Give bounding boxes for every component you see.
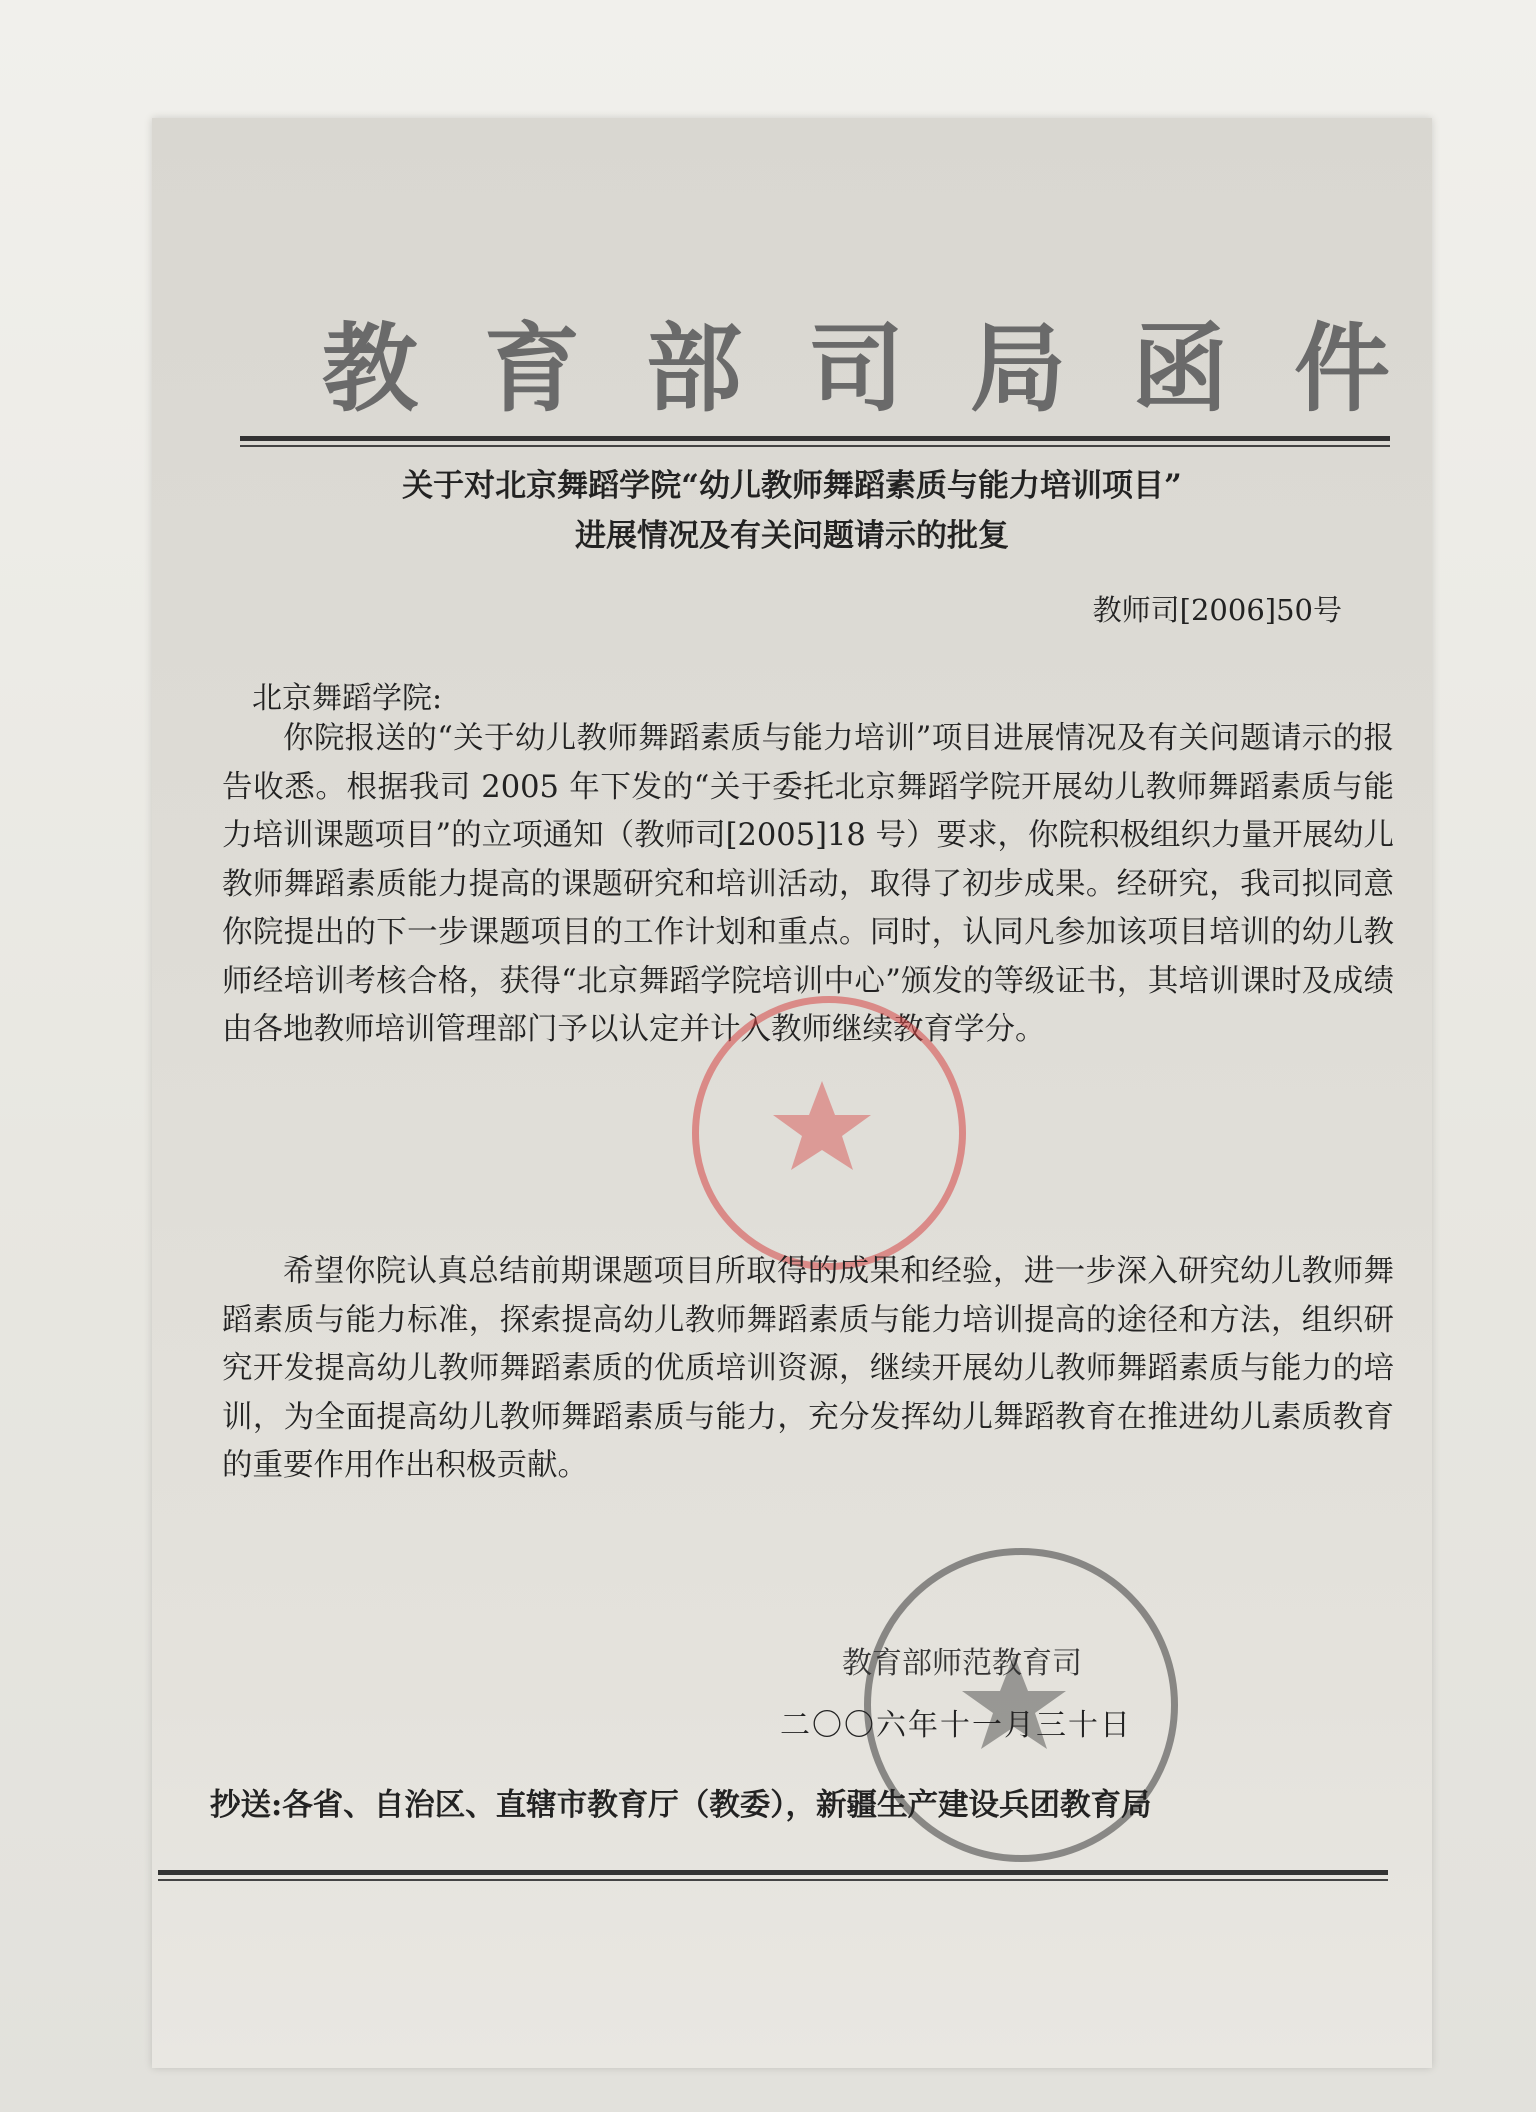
issue-date: 二〇〇六年十一月三十日 bbox=[780, 1708, 1132, 1743]
letterhead-title: 教育部司局函件 bbox=[322, 312, 1456, 425]
cc-recipients: 各省、自治区、直辖市教育厅（教委），新疆生产建设兵团教育局 bbox=[282, 1787, 1152, 1823]
subject-line-1: 关于对北京舞蹈学院“幼儿教师舞蹈素质与能力培训项目” bbox=[402, 468, 1182, 504]
body-paragraph-1: 你院报送的“关于幼儿教师舞蹈素质与能力培训”项目进展情况及有关问题请示的报告收悉。根据我司 2005 年下发的“关于委托北京舞蹈学院开展幼儿教师舞蹈素质与能力培训课题项目”的立项通知（教师司[2005]18 号）要求，你院积极组织力量开展幼儿教师舞蹈素质能力提高的课题研究和培训活动，取得了初步成果。经研究，我司拟同意你院提出的下一步课题项目的工作计划和重点。同时，认同凡参加该项目培训的幼儿教师经培训考核合格，获得“北京舞蹈学院培训中心”颁发的等级证书，其培训课时及成绩由各地教师培训管理部门予以认定并计入教师继续教育学分。 bbox=[222, 721, 1395, 1047]
red-seal-stamp bbox=[692, 996, 966, 1270]
cc-block bbox=[210, 1778, 1390, 1832]
body-paragraph-2: 希望你院认真总结前期课题项目所取得的成果和经验，进一步深入研究幼儿教师舞蹈素质与能力标准，探索提高幼儿教师舞蹈素质与能力培训提高的途径和方法，组织研究开发提高幼儿教师舞蹈素质的优质培训资源，继续开展幼儿教师舞蹈素质与能力的培训，为全面提高幼儿教师舞蹈素质与能力，充分发挥幼儿舞蹈教育在推进幼儿素质教育的重要作用作出积极贡献。 bbox=[222, 1254, 1394, 1483]
cc-label: 抄送: bbox=[210, 1787, 283, 1823]
header-rule-thin bbox=[240, 445, 1390, 447]
header-rule bbox=[240, 436, 1390, 441]
document-page bbox=[152, 118, 1456, 2068]
footer-rule-thin bbox=[158, 1879, 1388, 1881]
star-icon bbox=[699, 1003, 959, 1263]
document-number: 教师司[2006]50号 bbox=[1092, 593, 1342, 627]
footer-rule bbox=[158, 1870, 1388, 1875]
subject-line-2: 进展情况及有关问题请示的批复 bbox=[575, 518, 1009, 554]
addressee: 北京舞蹈学院: bbox=[252, 681, 443, 716]
issuer-name: 教育部师范教育司 bbox=[842, 1646, 1082, 1681]
